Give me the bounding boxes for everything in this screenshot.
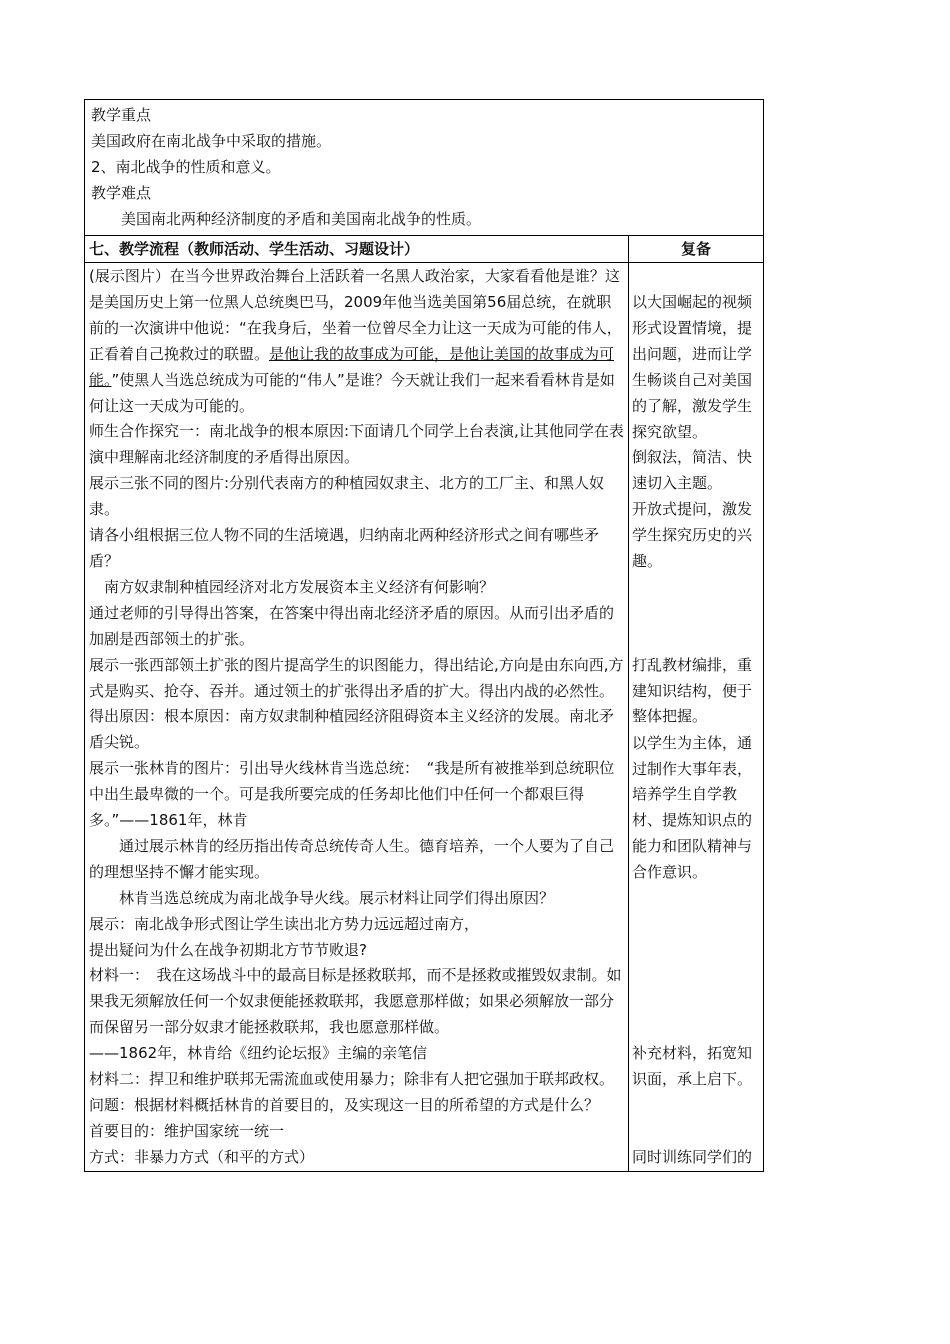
key-points-heading: 教学重点 — [91, 106, 152, 124]
three-pictures: 展示三张不同的图片:分别代表南方的种植园奴隶主、北方的工厂主、和黑人奴隶。 — [89, 474, 605, 519]
note-training: 同时训练同学们的 — [632, 1147, 753, 1166]
note-open-question: 开放式提问，激发学生探究历史的兴趣。 — [632, 500, 753, 571]
material-two: 材料二：捍卫和维护联邦无需流血或使用暴力；除非有人把它强加于联邦政权。 — [89, 1070, 615, 1089]
note-student-centered: 以学生为主体，通过制作大事年表，培养学生自学教材、提炼知识点的能力和团队精神与合作意识。 — [632, 733, 753, 882]
intro-paragraph — [89, 264, 624, 419]
group-question: 请各小组根据三位人物不同的生活境遇，归纳南北两种经济形式之间有哪些矛盾？ — [89, 526, 600, 570]
lesson-plan-table — [84, 99, 764, 1172]
intro-text-a: (展示图片）在当今世界政治舞台上活跃着一名黑人政治家，大家看看他是谁？这是美国历史上第一位黑人总统奥巴马，2009年他当选美国第56届总统，在就职前的一次演讲中他说：“在我身后，坐着一位曾尽全力让这一天成为可能的伟人，正看着自己挽救过的联盟。 — [89, 267, 622, 363]
review-notes-column — [629, 263, 763, 1171]
answer-goal: 首要目的：维护国家统一统一 — [89, 1121, 285, 1140]
note-supplement: 补充材料，拓宽知识面，承上启下。 — [632, 1044, 753, 1089]
difficulty-text: 美国南北两种经济制度的矛盾和美国南北战争的性质。 — [121, 210, 482, 228]
material-question: 问题：根据材料概括林肯的首要目的，及实现这一目的所希望的方式是什么？ — [89, 1096, 600, 1114]
flow-header: 七、教学流程（教师活动、学生活动、习题设计） — [85, 236, 629, 262]
material-one-source: ——1862年，林肯给《纽约论坛报》主编的亲笔信 — [89, 1044, 428, 1063]
flow-body-row — [85, 263, 763, 1171]
key-point-measures: 美国政府在南北战争中采取的措施。 — [91, 132, 332, 150]
inquiry-one: 师生合作探究一：南北战争的根本原因:下面请几个同学上台表演,让其他同学在表演中理解南北经济制度的矛盾得出原因。 — [89, 422, 624, 467]
answer-method: 方式：非暴力方式（和平的方式） — [89, 1147, 315, 1166]
key-points-cell — [85, 100, 763, 236]
intro-quote-underlined: 是他让我的故事成为可能，是他让美国的故事成为可能。 — [89, 344, 615, 389]
difficulty-heading: 教学难点 — [91, 184, 152, 202]
early-defeat-question: 提出疑问为什么在战争初期北方节节败退? — [89, 940, 367, 959]
lincoln-trigger: 林肯当选总统成为南北战争导火线。展示材料让同学们得出原因？ — [119, 888, 555, 907]
note-restructure: 打乱教材编排，重建知识结构，便于整体把握。 — [632, 655, 753, 726]
material-one: 材料一： 我在这场战斗中的最高目标是拯救联邦，而不是拯救或摧毁奴隶制。如果我无须解放任何一个奴隶便能拯救联邦，我愿意那样做；如果必须解放一部分而保留另一部分奴隶才能拯救联邦，我也愿意那样做。 — [89, 966, 622, 1037]
flow-header-row — [85, 236, 763, 263]
teaching-flow-column — [85, 263, 629, 1171]
note-flashback: 倒叙法，简洁、快速切入主题。 — [632, 448, 753, 493]
war-map: 展示：南北战争形式图让学生读出北方势力远远超过南方， — [89, 914, 480, 933]
west-expansion: 展示一张西部领土扩张的图片提高学生的识图能力，得出结论,方向是由东向西,方式是购买、抢夺、吞并。通过领土的扩张得出矛盾的扩大。得出内战的必然性。得出原因：根本原因：南方奴隶制种植园经济阻碍资本主义经济的发展。南北矛盾尖锐。 — [89, 655, 624, 752]
key-point-nature: 2、南北战争的性质和意义。 — [91, 158, 281, 176]
lincoln-story: 通过展示林肯的经历指出传奇总统传奇人生。德育培养，一个人要为了自己的理想坚持不懈才能实现。 — [89, 836, 615, 881]
review-header: 复备 — [680, 240, 711, 258]
impact-question: 南方奴隶制种植园经济对北方发展资本主义经济有何影响？ — [104, 577, 495, 596]
teacher-guide: 通过老师的引导得出答案，在答案中得出南北经济矛盾的原因。从而引出矛盾的加剧是西部领土的扩张。 — [89, 603, 615, 648]
note-video-situation: 以大国崛起的视频形式设置情境，提出问题，进而让学生畅谈自己对美国的了解，激发学生探究欲望。 — [632, 293, 753, 441]
lincoln-picture: 展示一张林肯的图片：引出导火线林肯当选总统： “我是所有被推举到总统职位中出生最卑微的一个。可是我所要完成的任务却比他们中任何一个都艰巨得多。”——1861年，林肯 — [89, 759, 615, 830]
intro-text-b: ”使黑人当选总统成为可能的“伟人”是谁？今天就让我们一起来看看林肯是如何让这一天成为可能的。 — [89, 370, 615, 415]
